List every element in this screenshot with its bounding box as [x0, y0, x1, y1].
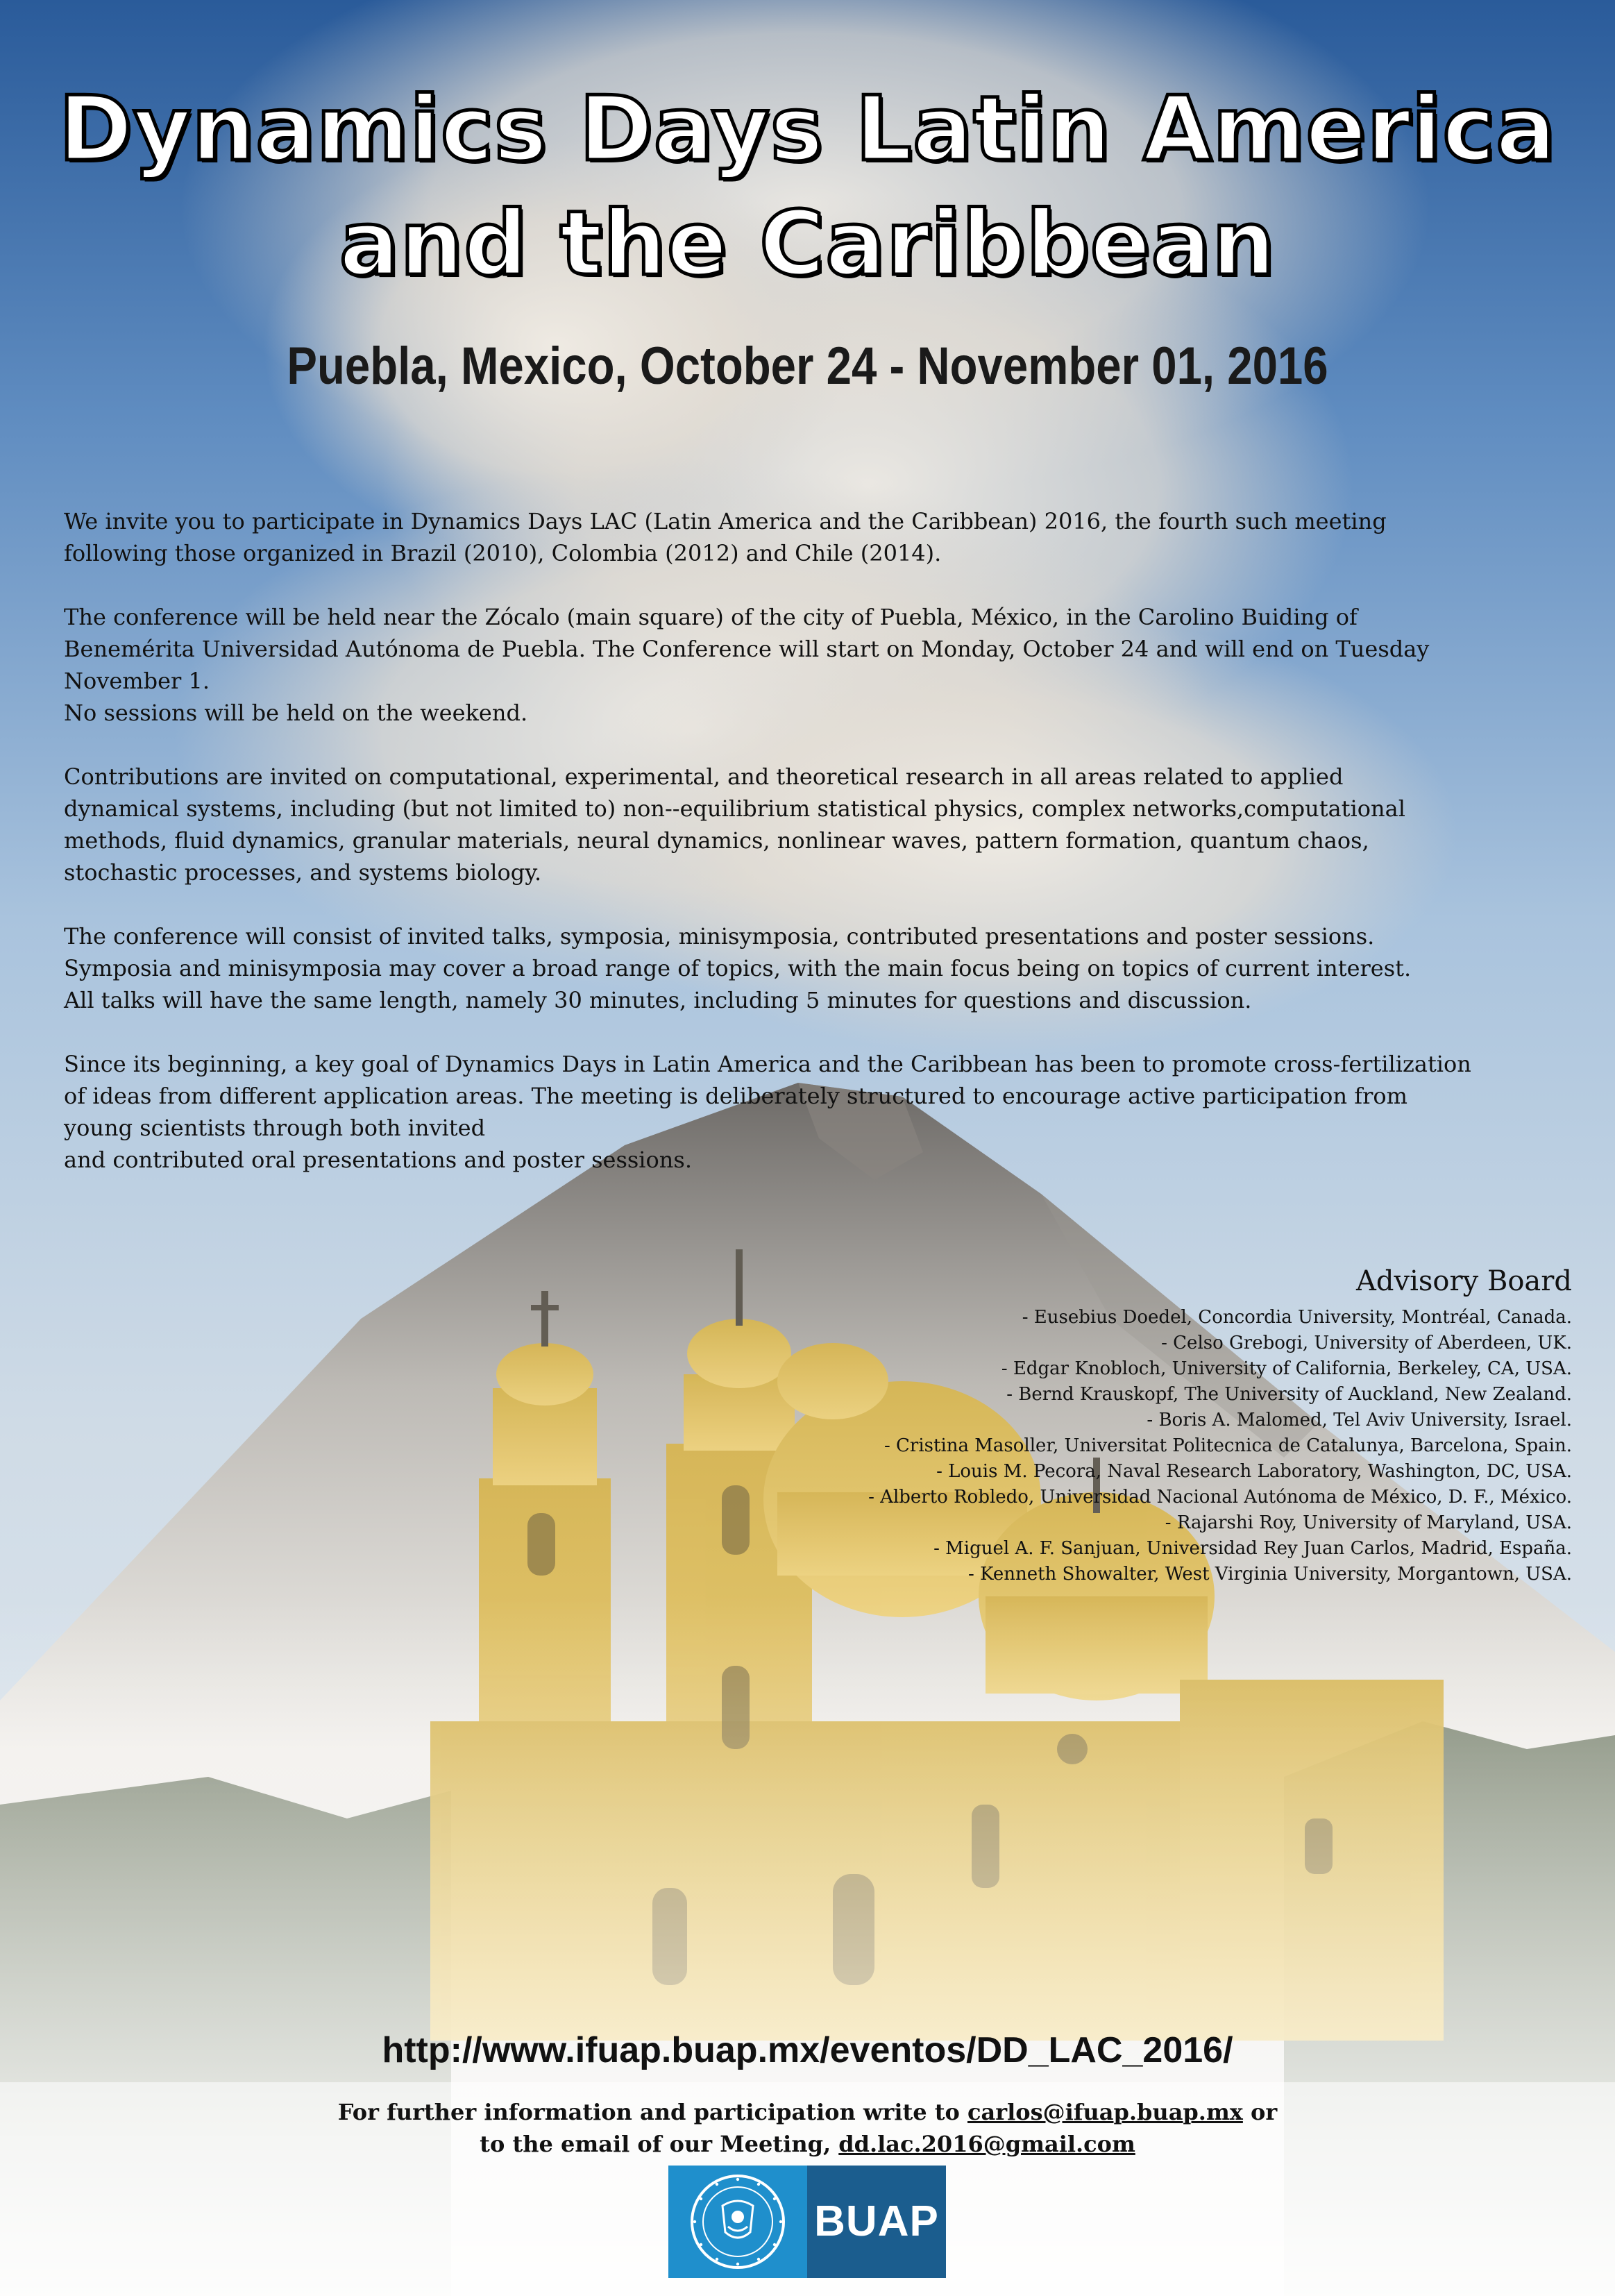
paragraph-format — [64, 920, 1569, 1016]
contact-email-link[interactable]: carlos@ifuap.buap.mx — [967, 2099, 1243, 2125]
contact-line2-prefix: to the email of our Meeting, — [480, 2131, 839, 2157]
university-seal-icon — [668, 2166, 807, 2278]
advisory-member: - Bernd Krauskopf, The University of Auckland, New Zealand. — [1006, 1384, 1572, 1405]
text-line: Benemérita Universidad Autónoma de Puebla. The Conference will start on Monday, October 24 and will end on Tuesday — [64, 636, 1430, 662]
text-line: All talks will have the same length, namely 30 minutes, including 5 minutes for questions and discussion. — [64, 987, 1252, 1013]
advisory-board — [670, 1262, 1572, 1587]
buap-logo — [668, 2166, 946, 2278]
advisory-member: - Alberto Robledo, Universidad Nacional Autónoma de México, D. F., México. — [868, 1487, 1572, 1508]
text-line: dynamical systems, including (but not limited to) non--equilibrium statistical physics, complex networks,computational — [64, 795, 1405, 822]
body-text — [64, 505, 1569, 1208]
text-line: Contributions are invited on computational, experimental, and theoretical research in all areas related to applied — [64, 763, 1344, 790]
advisory-member: - Kenneth Showalter, West Virginia University, Morgantown, USA. — [968, 1564, 1572, 1585]
contact-prefix: For further information and participation write to — [337, 2099, 968, 2125]
poster-subtitle: Puebla, Mexico, October 24 - November 01, 2016 — [287, 337, 1328, 396]
contact-line-1 — [0, 2096, 1615, 2128]
paragraph-invitation — [64, 505, 1569, 569]
text-line: November 1. — [64, 668, 210, 694]
text-line: following those organized in Brazil (2010), Colombia (2012) and Chile (2014). — [64, 540, 942, 566]
advisory-member: - Rajarshi Roy, University of Maryland, USA. — [1165, 1512, 1572, 1533]
poster-title-line1: Dynamics Days Latin America — [58, 78, 1557, 181]
contact-info — [0, 2096, 1615, 2160]
paragraph-venue — [64, 601, 1569, 729]
advisory-member: - Edgar Knobloch, University of California, Berkeley, CA, USA. — [1001, 1358, 1572, 1379]
text-line: of ideas from different application areas. The meeting is deliberately structured to encourage active participation from — [64, 1083, 1407, 1109]
advisory-member: - Cristina Masoller, Universitat Politecnica de Catalunya, Barcelona, Spain. — [883, 1435, 1572, 1456]
text-line: Symposia and minisymposia may cover a broad range of topics, with the main focus being on topics of current interest. — [64, 955, 1412, 981]
advisory-board-title: Advisory Board — [1356, 1265, 1572, 1297]
advisory-member: - Louis M. Pecora, Naval Research Laboratory, Washington, DC, USA. — [936, 1461, 1572, 1482]
text-line: stochastic processes, and systems biology. — [64, 859, 542, 886]
event-url[interactable]: http://www.ifuap.buap.mx/eventos/DD_LAC_2016/ — [382, 2030, 1233, 2070]
text-line: The conference will consist of invited talks, symposia, minisymposia, contributed presentations and poster sessions. — [64, 923, 1375, 949]
text-line: Since its beginning, a key goal of Dynamics Days in Latin America and the Caribbean has been to promote cross-fertilization — [64, 1051, 1471, 1077]
text-line: and contributed oral presentations and poster sessions. — [64, 1147, 692, 1173]
contact-mid: or — [1242, 2099, 1278, 2125]
advisory-member: - Miguel A. F. Sanjuan, Universidad Rey Juan Carlos, Madrid, España. — [933, 1538, 1572, 1559]
text-line: We invite you to participate in Dynamics Days LAC (Latin America and the Caribbean) 2016, the fourth such meeting — [64, 508, 1387, 534]
paragraph-goals — [64, 1048, 1569, 1176]
text-line: methods, fluid dynamics, granular materials, neural dynamics, nonlinear waves, pattern formation, quantum chaos, — [64, 827, 1369, 854]
advisory-member-list — [670, 1305, 1572, 1587]
buap-wordmark: BUAP — [807, 2166, 946, 2278]
text-line: No sessions will be held on the weekend. — [64, 700, 528, 726]
advisory-member: - Boris A. Malomed, Tel Aviv University, Israel. — [1147, 1410, 1572, 1430]
advisory-member: - Celso Grebogi, University of Aberdeen, UK. — [1161, 1333, 1572, 1353]
contact-line-2 — [0, 2128, 1615, 2160]
text-line: young scientists through both invited — [64, 1115, 486, 1141]
paragraph-contributions — [64, 761, 1569, 888]
advisory-member: - Eusebius Doedel, Concordia University, Montréal, Canada. — [1022, 1307, 1572, 1328]
poster-title-line2: and the Caribbean — [339, 192, 1276, 296]
text-line: The conference will be held near the Zócalo (main square) of the city of Puebla, México, in the Carolino Buiding of — [64, 604, 1358, 630]
meeting-email-link[interactable]: dd.lac.2016@gmail.com — [838, 2131, 1135, 2157]
